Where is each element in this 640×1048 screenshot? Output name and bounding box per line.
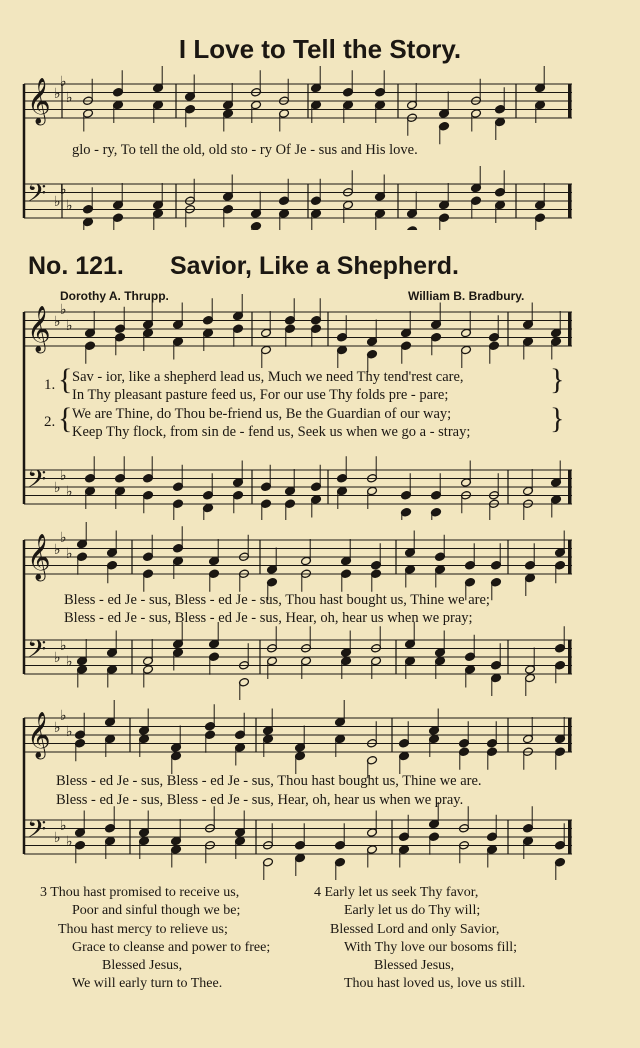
- brace-right-1: }: [550, 363, 565, 396]
- sys-2-flat-icon: ♭: [66, 654, 73, 670]
- sys-top-flat-icon: ♭: [54, 194, 61, 210]
- sys-2-flat-icon: ♭: [60, 638, 67, 654]
- hymn-number: No. 121.: [28, 252, 124, 280]
- system-3-lyric-line-1: Bless - ed Je - sus, Bless - ed Je - sus, Thou hast bought us, Thine we are.: [56, 773, 482, 789]
- sys-1-bass-clef-icon: 𝄢: [27, 465, 47, 500]
- sys-3-flat-icon: ♭: [66, 724, 73, 740]
- sys-3-final-barline-bass: [568, 820, 572, 854]
- verse-1-number: 1.: [44, 377, 56, 393]
- verse-3: [40, 884, 270, 994]
- sys-top-treble-clef-icon: 𝄞: [27, 78, 51, 124]
- sys-top-flat-icon: ♭: [60, 74, 67, 90]
- sys-2-flat-icon: ♭: [60, 530, 67, 546]
- sys-top-flat-icon: ♭: [66, 198, 73, 214]
- system-1-lyric-line-3: We are Thine, do Thou be-friend us, Be the Guardian of our way;: [72, 406, 452, 422]
- sys-1-flat-icon: ♭: [54, 314, 61, 330]
- brace-right-2: }: [550, 402, 565, 435]
- brace-left-1: {: [58, 363, 73, 396]
- sys-top-bass-clef-icon: 𝄢: [27, 179, 47, 214]
- verse-4-line-2: Early let us do Thy will;: [344, 903, 481, 919]
- sys-3-flat-icon: ♭: [60, 708, 67, 724]
- sys-1-treble-clef-icon: 𝄞: [27, 306, 51, 352]
- sys-1-flat-icon: ♭: [60, 302, 67, 318]
- verse-3-line-6: We will early turn to Thee.: [72, 976, 223, 992]
- verse-4-number: 4: [314, 885, 321, 900]
- sys-top-flat-icon: ♭: [60, 182, 67, 198]
- lyricist-credit: Dorothy A. Thrupp.: [60, 289, 169, 303]
- verse-3-line-1: 3 Thou hast promised to receive us,: [40, 885, 240, 900]
- top-hymn-lyric: glo - ry, To tell the old, old sto - ry Of Je - sus and His love.: [72, 142, 418, 158]
- sys-3-treble-clef-icon: 𝄞: [27, 712, 51, 758]
- verse-3-line-4: Grace to cleanse and power to free;: [72, 939, 271, 955]
- system-3-lyric-line-2: Bless - ed Je - sus, Bless - ed Je - sus, Hear, oh, hear us when we pray.: [56, 792, 464, 808]
- sys-3-final-barline-treble: [568, 718, 572, 752]
- sys-2-flat-icon: ♭: [66, 546, 73, 562]
- verse-4: [314, 884, 525, 994]
- sys-2-treble-clef-icon: 𝄞: [27, 534, 51, 580]
- sys-1-flat-icon: ♭: [66, 318, 73, 334]
- sys-top-flat-icon: ♭: [54, 86, 61, 102]
- sys-2-bass-clef-icon: 𝄢: [27, 635, 47, 670]
- verse-3-number: 3: [40, 885, 47, 900]
- verse-4-line-4: With Thy love our bosoms fill;: [344, 939, 518, 955]
- verse-4-line-5: Blessed Jesus,: [374, 958, 455, 974]
- verse-3-line-3: Thou hast mercy to relieve us;: [58, 921, 228, 937]
- sys-top-flat-icon: ♭: [66, 90, 73, 106]
- composer-credit: William B. Bradbury.: [408, 289, 525, 303]
- system-2-lyric-line-2: Bless - ed Je - sus, Bless - ed Je - sus, Hear, oh, hear us when we pray;: [64, 610, 473, 626]
- system-1-lyric-line-4: Keep Thy flock, from sin de - fend us, Seek us when we go a - stray;: [72, 424, 471, 440]
- sys-2-flat-icon: ♭: [54, 542, 61, 558]
- sys-3-flat-icon: ♭: [66, 834, 73, 850]
- sys-3-flat-icon: ♭: [60, 818, 67, 834]
- sys-1-flat-icon: ♭: [66, 484, 73, 500]
- sys-2-flat-icon: ♭: [54, 650, 61, 666]
- sys-3-flat-icon: ♭: [54, 720, 61, 736]
- sys-1-flat-icon: ♭: [54, 480, 61, 496]
- verse-4-line-3: Blessed Lord and only Savior,: [330, 921, 500, 937]
- system-1-lyric-line-1: Sav - ior, like a shepherd lead us, Much we need Thy tend'rest care,: [72, 369, 464, 385]
- sys-3-flat-icon: ♭: [54, 830, 61, 846]
- sys-3-bass-clef-icon: 𝄢: [27, 815, 47, 850]
- top-hymn-title: I Love to Tell the Story.: [178, 34, 462, 64]
- sys-1-flat-icon: ♭: [60, 468, 67, 484]
- verse-3-line-2: Poor and sinful though we be;: [72, 903, 241, 919]
- hymn-title: Savior, Like a Shepherd.: [170, 252, 460, 280]
- verse-3-line-5: Blessed Jesus,: [102, 958, 183, 974]
- brace-left-2: {: [58, 402, 73, 435]
- verse-2-number: 2.: [44, 414, 56, 430]
- system-2-lyric-line-1: Bless - ed Je - sus, Bless - ed Je - sus, Thou hast bought us, Thine we are;: [64, 592, 490, 608]
- system-1-lyric-line-2: In Thy pleasant pasture feed us, For our use Thy folds pre - pare;: [72, 387, 449, 403]
- verse-4-line-6: Thou hast loved us, love us still.: [344, 976, 526, 992]
- verse-4-line-1: 4 Early let us seek Thy favor,: [314, 885, 479, 900]
